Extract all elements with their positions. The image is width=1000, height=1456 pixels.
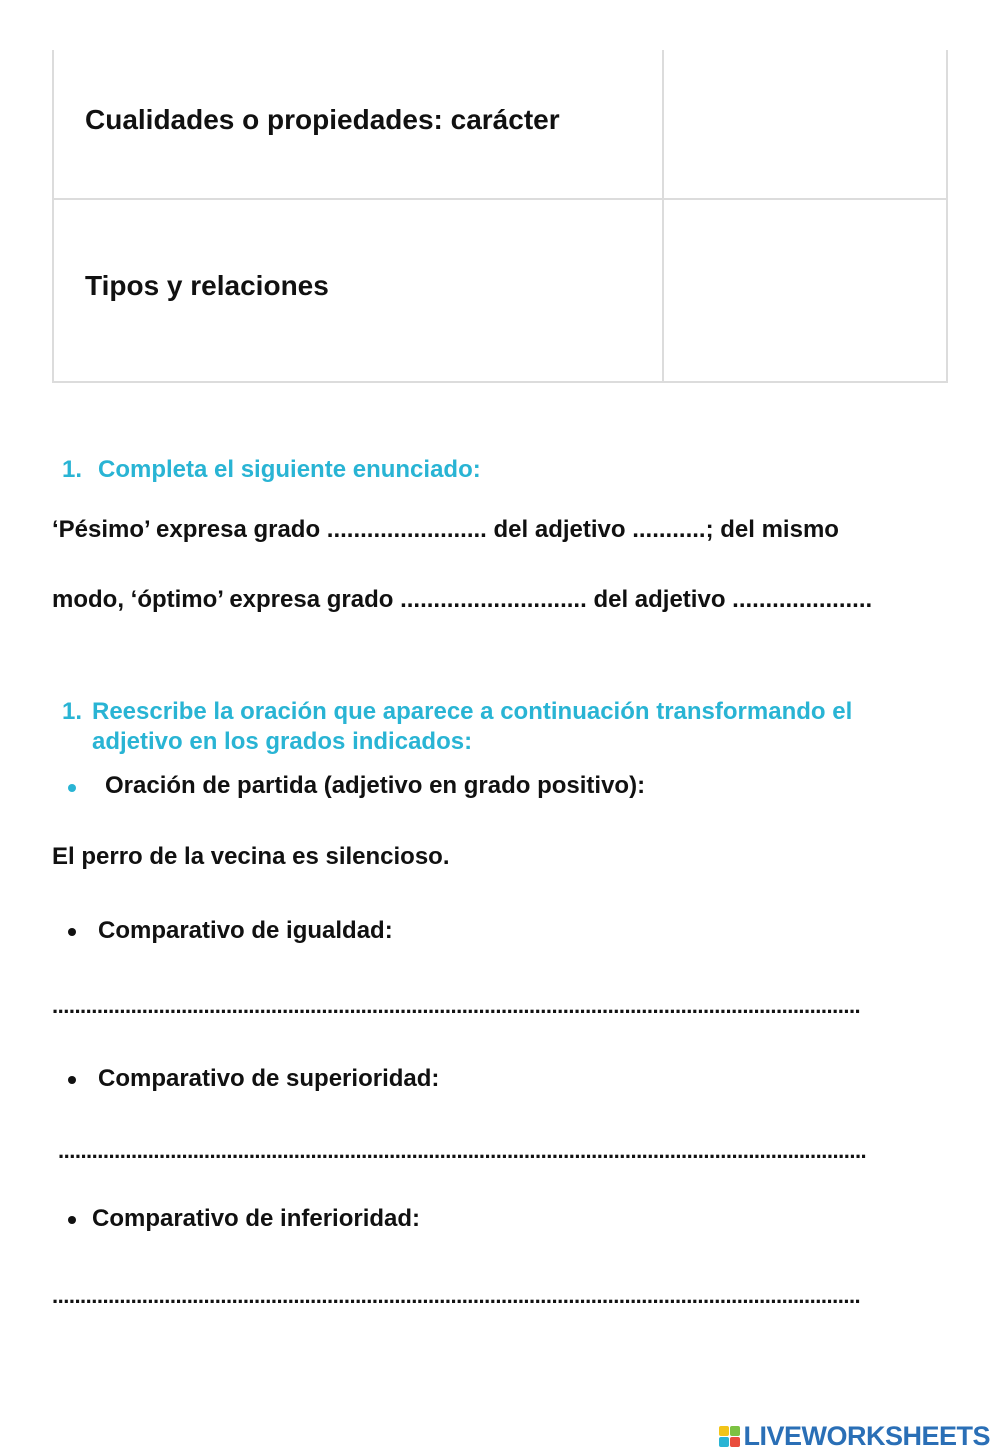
blank-grado-optimo[interactable]: ............................ — [400, 586, 587, 613]
bullet-icon — [68, 1076, 76, 1084]
answer-line-inferioridad[interactable]: ................................................................................................................................................ — [52, 1283, 861, 1308]
line1-text-c: ; del mismo — [705, 516, 839, 543]
logo-icon — [719, 1426, 740, 1447]
item-igualdad-label: Comparativo de igualdad: — [98, 917, 393, 944]
logo-text: LIVEWORKSHEETS — [743, 1421, 990, 1451]
blank-adjetivo-optimo[interactable]: ..................... — [732, 586, 873, 613]
exercise2-title-line2: adjetivo en los grados indicados: — [92, 728, 473, 755]
line2-text-a: modo, ‘óptimo’ expresa grado — [52, 586, 394, 613]
item-inferioridad-label: Comparativo de inferioridad: — [92, 1205, 421, 1232]
line1-text-a: ‘Pésimo’ expresa grado — [52, 516, 321, 543]
answer-cell-tipos[interactable] — [666, 200, 946, 380]
table-column-divider — [662, 50, 664, 381]
table-row-label: Cualidades o propiedades: carácter — [85, 104, 560, 135]
exercise1-line2 — [52, 586, 872, 614]
start-sentence-label: Oración de partida (adjetivo en grado positivo): — [105, 772, 646, 799]
start-sentence: El perro de la vecina es silencioso. — [52, 843, 450, 870]
bullet-icon — [68, 928, 76, 936]
exercise1-line1 — [52, 516, 839, 544]
exercise2-number: 1. — [62, 698, 83, 725]
answer-line-igualdad[interactable]: ................................................................................................................................................ — [52, 993, 861, 1018]
table-row-label: Tipos y relaciones — [85, 270, 329, 301]
liveworksheets-logo — [719, 1421, 990, 1452]
item-superioridad-label: Comparativo de superioridad: — [98, 1065, 440, 1092]
exercise1-title: Completa el siguiente enunciado: — [98, 456, 481, 483]
exercise1-number: 1. — [62, 456, 83, 483]
blank-grado-pesimo[interactable]: ........................ — [326, 516, 487, 543]
properties-table — [52, 50, 948, 383]
line1-text-b: del adjetivo — [493, 516, 626, 543]
exercise2-title-line1: Reescribe la oración que aparece a continuación transformando el — [92, 698, 853, 725]
bullet-icon — [68, 784, 76, 792]
bullet-icon — [68, 1216, 76, 1224]
answer-line-superioridad[interactable]: ................................................................................................................................................ — [58, 1138, 867, 1163]
blank-adjetivo-pesimo[interactable]: ........... — [632, 516, 706, 543]
answer-cell-caracter[interactable] — [666, 50, 946, 198]
line2-text-b: del adjetivo — [593, 586, 726, 613]
